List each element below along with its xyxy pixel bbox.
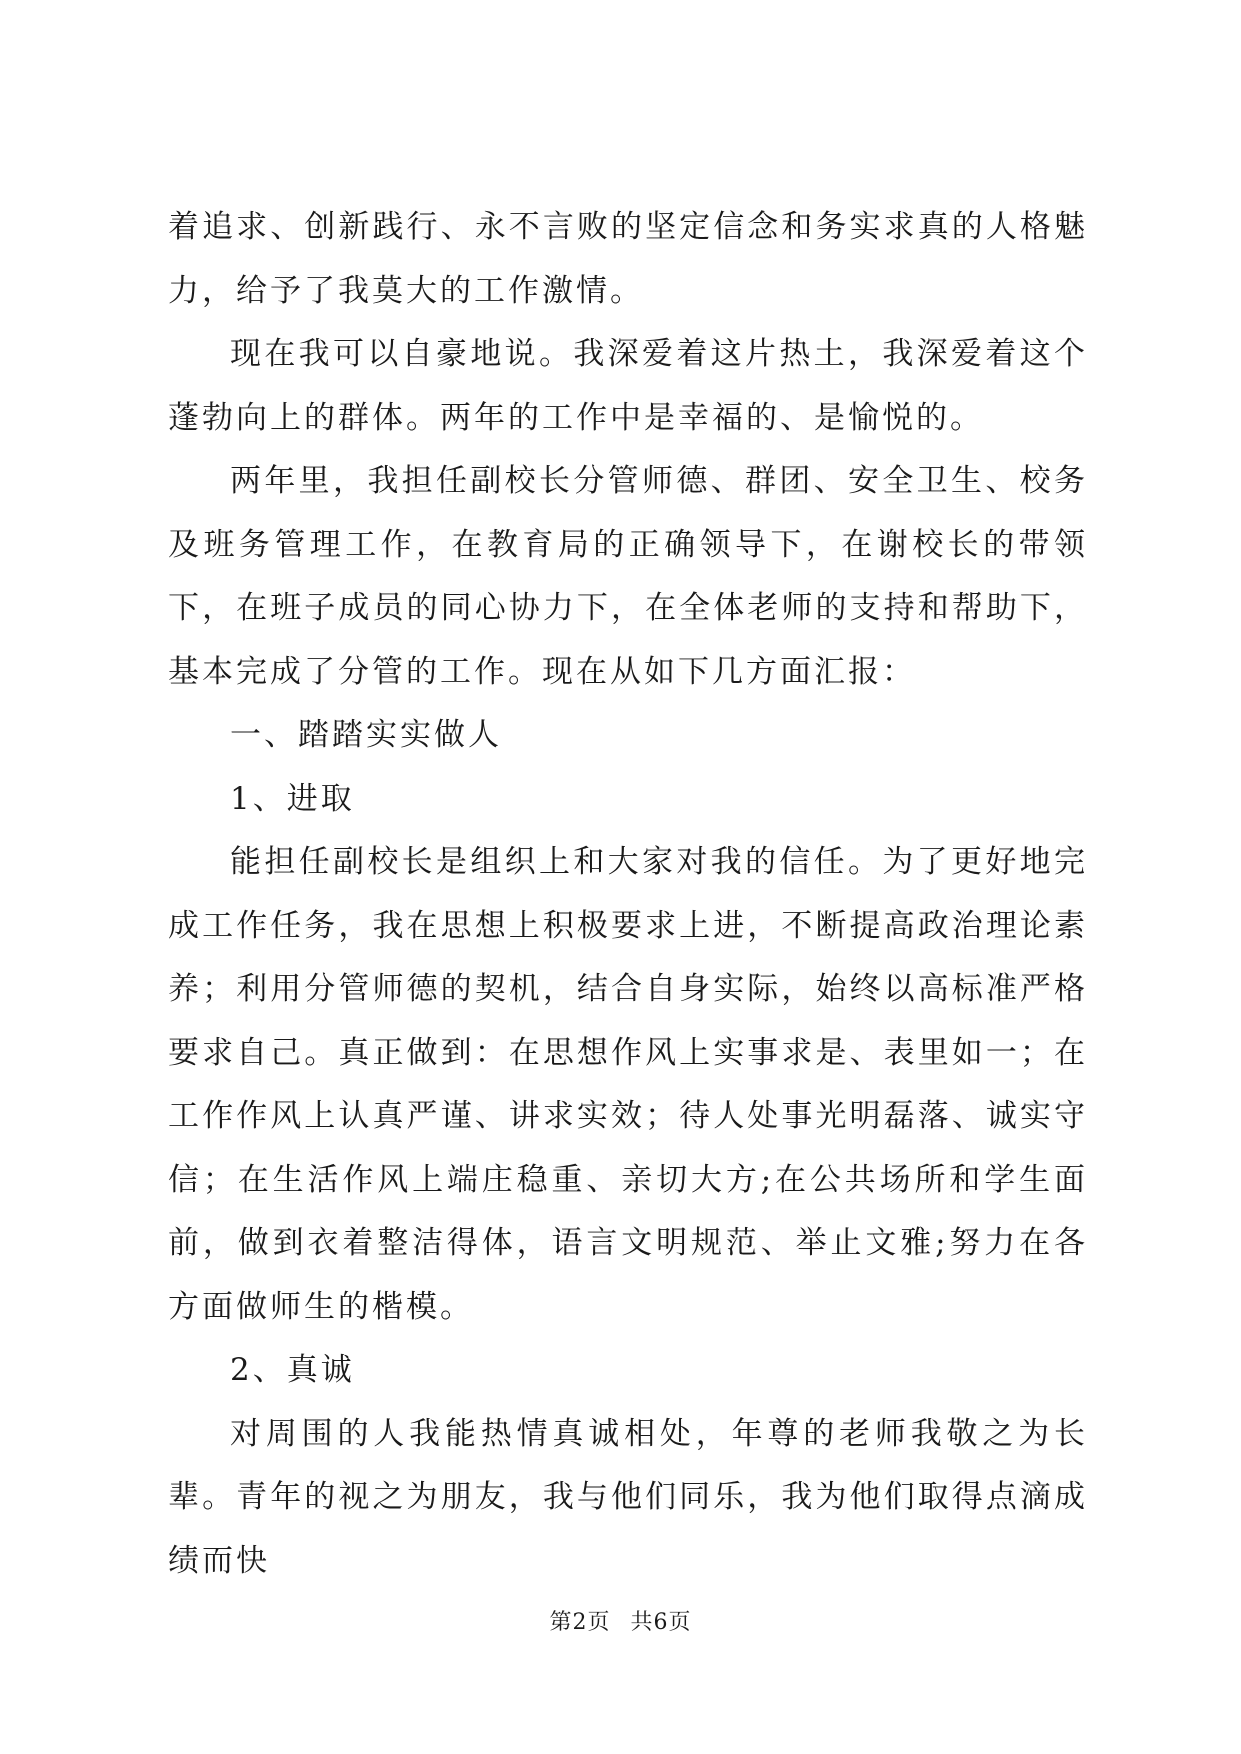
- subheading-sincerity: 2、真诚: [230, 1352, 355, 1388]
- page-number: 第2页: [549, 1610, 611, 1635]
- paragraph-3: 两年里，我担任副校长分管师德、群团、安全卫生、校务及班务管理工作，在教育局的正确领导下，在谢校长的带领下，在班子成员的同心协力下，在全体老师的支持和帮助下，基本完成了分管的工作。现在从如下几方面汇报：: [168, 463, 1088, 690]
- paragraph-5: 对周围的人我能热情真诚相处，年尊的老师我敬之为长辈。青年的视之为朋友，我与他们同乐，我为他们取得点滴成绩而快: [168, 1415, 1088, 1579]
- section-heading-1: 一、踏踏实实做人: [230, 717, 502, 753]
- paragraph-2: 现在我可以自豪地说。我深爱着这片热土，我深爱着这个蓬勃向上的群体。两年的工作中是幸福的、是愉悦的。: [168, 336, 1088, 436]
- page-total: 共6页: [630, 1610, 692, 1635]
- paragraph-4: 能担任副校长是组织上和大家对我的信任。为了更好地完成工作任务，我在思想上积极要求上进，不断提高政治理论素养；利用分管师德的契机，结合自身实际，始终以高标准严格要求自己。真正做到：在思想作风上实事求是、表里如一；在工作作风上认真严谨、讲求实效；待人处事光明磊落、诚实守信；在生活作风上端庄稳重、亲切大方;在公共场所和学生面前，做到衣着整洁得体，语言文明规范、举止文雅;努力在各方面做师生的楷模。: [168, 844, 1088, 1325]
- page-footer: [0, 1605, 1241, 1636]
- subheading-progress: 1、进取: [230, 780, 355, 817]
- paragraph-1: 着追求、创新践行、永不言败的坚定信念和务实求真的人格魅力，给予了我莫大的工作激情。: [168, 209, 1088, 309]
- document-body: [168, 196, 1088, 1593]
